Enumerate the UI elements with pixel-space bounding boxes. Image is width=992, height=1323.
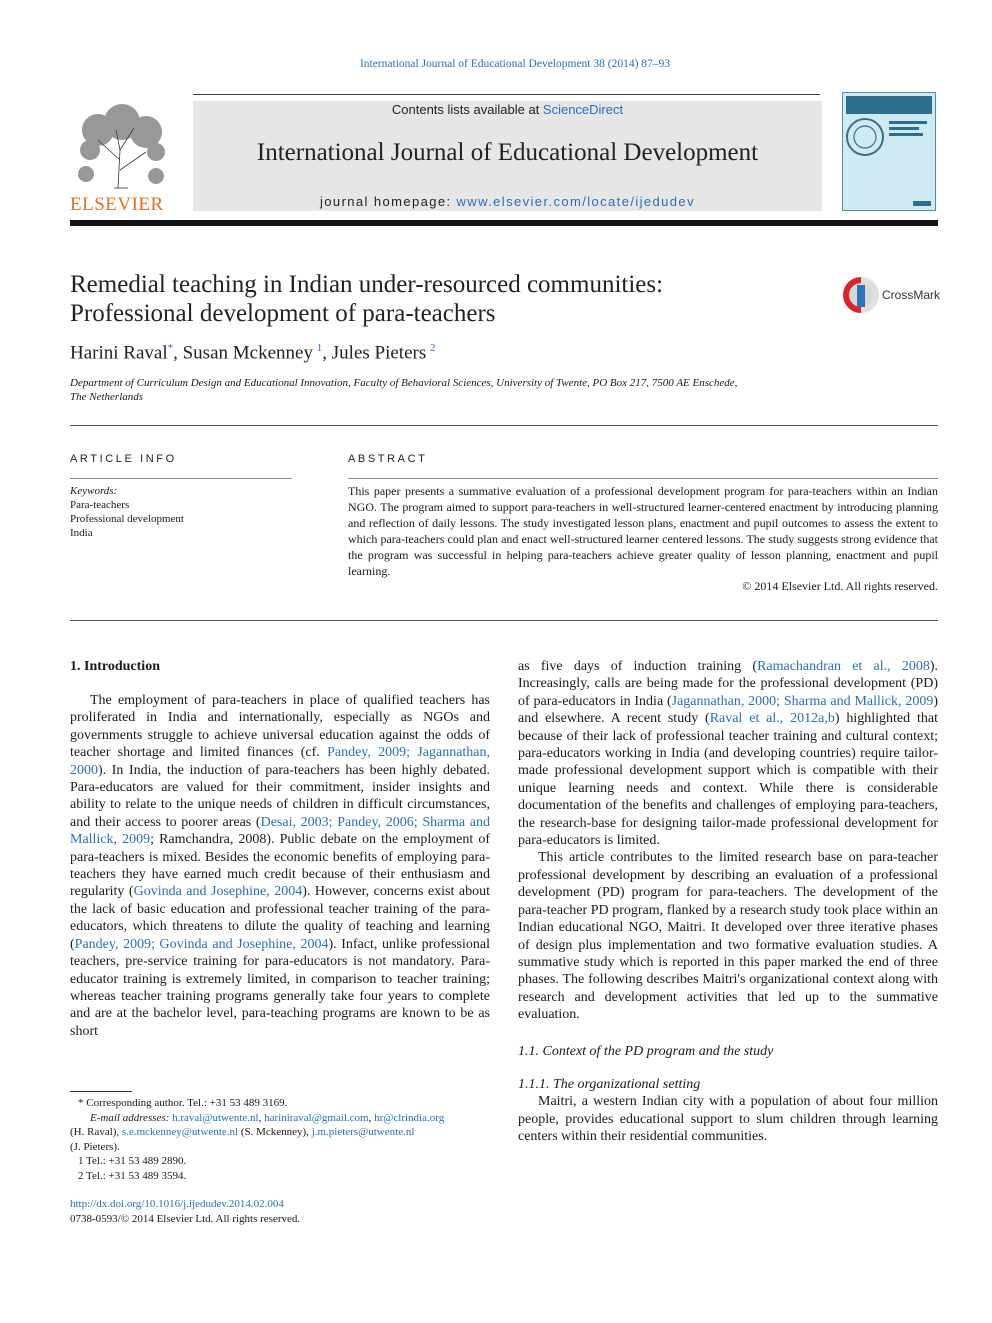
homepage-prefix: journal homepage: <box>320 194 457 209</box>
abstract-copyright: © 2014 Elsevier Ltd. All rights reserved. <box>742 579 938 593</box>
author-footnote-mark[interactable]: 2 <box>430 342 436 354</box>
crossmark-label: CrossMark <box>882 288 941 302</box>
body-paragraph: This article contributes to the limited research base on para-teacher professional development by describing an evaluation of a professional development (PD) program for para-teachers. The development of the para-teacher PD program, flanked by a research study took place within an Indian educational NGO, Maitri. It developed over three iterative phases of design plus implementation and two formative evaluation studies. A summative study which is reported in this paper marked the end of three phases. The following describes Maitri's organizational context along with research and development activities that led up to the summative evaluation. <box>518 850 938 1023</box>
citation-link[interactable]: Ramachandran et al., 2008 <box>757 659 930 674</box>
keywords-label: Keywords: <box>70 485 118 497</box>
body-paragraph: Maitri, a western Indian city with a population of about four million people, provides educational support to slum children through learning centers within their residential communities. <box>518 1094 938 1145</box>
author-name: Harini Raval <box>70 342 168 364</box>
footnote-1: 1 Tel.: +31 53 489 2890. <box>78 1155 187 1167</box>
crossmark-badge[interactable] <box>842 276 942 316</box>
author-name: Jules Pieters <box>331 342 427 364</box>
header-rule <box>193 94 820 95</box>
article-title-line-2: Professional development of para-teachers <box>70 300 496 327</box>
article-info-rule <box>70 478 292 479</box>
contents-line <box>193 102 822 117</box>
body-text: ). However, concerns exist about the lack of basic education and professional teacher training of the para-educators, which threatens to dilute the quality of teaching and learning ( <box>70 884 490 952</box>
section-divider <box>70 620 938 621</box>
email-link[interactable]: j.m.pieters@utwente.nl <box>311 1126 415 1138</box>
abstract-heading: ABSTRACT <box>348 453 428 465</box>
author-list <box>70 342 436 364</box>
footnote-emails: E-mail addresses: h.raval@utwente.nl, hariniraval@gmail.com, hr@clrindia.org <box>90 1111 445 1124</box>
body-text: ) highlighted that because of their lack of professional teacher training and cultural context; para-educators working in India (and developing countries) require tailor-made professional development support which is compatible with their unique learning needs and context. While there is considerable documentation of the benefits and challenges of employing para-teachers, the research-base for designing tailor-made professional development for para-educators is limited. <box>518 711 938 849</box>
keyword-item: Para-teachers <box>70 499 130 511</box>
citation-link[interactable]: Raval et al., 2012a,b <box>709 711 835 727</box>
section-heading-introduction: 1. Introduction <box>70 659 160 674</box>
footnotes <box>70 1096 495 1183</box>
email-link[interactable]: hariniraval@gmail.com <box>264 1111 369 1124</box>
body-text: as five days of induction training ( <box>518 659 758 674</box>
keyword-item: Professional development <box>70 513 184 525</box>
citation-link[interactable]: Govinda and Josephine, 2004 <box>133 884 303 900</box>
body-text: The employment of para-teachers in place of qualified teachers has proliferated in India and internationally, especially as NGOs and governments struggle to achieve universal education against the odds of teacher shortage and limited finances (cf. <box>70 693 490 761</box>
abstract-text: This paper presents a summative evaluation of a professional development program for para-teachers within an Indian NGO. The program aimed to support para-teachers in well-structured learner-centered enactment by introducing planning and reflection of daily lessons. The study investigated lesson plans, enactment and pupil outcomes to assess the extent to which para-teachers could plan and enact well-structured learner centered lessons. The study suggests strong evidence that the program was successful in helping para-teachers achieve greater quality of lesson planning, enactment and pupil learning. <box>348 484 938 578</box>
email-link[interactable]: h.raval@utwente.nl <box>172 1111 259 1124</box>
citation-link[interactable]: Desai, 2003; Pandey, 2006; Sharma and Mallick, 2009 <box>70 814 490 848</box>
footnote-text: (S. Mckenney), <box>238 1126 312 1138</box>
article-title-line-1: Remedial teaching in Indian under-resourced communities: <box>70 271 664 298</box>
author-footnote-mark[interactable]: 1 <box>316 342 323 354</box>
header-thick-rule <box>70 220 938 226</box>
affiliation-line-1: Department of Curriculum Design and Educational Innovation, Faculty of Behavioral Sciences, University of Twente, PO Box 217, 7500 AE Enschede, <box>70 377 738 389</box>
abstract-rule <box>348 478 938 479</box>
journal-homepage <box>193 194 822 209</box>
crossmark-icon <box>842 276 880 314</box>
author-name: Susan Mckenney <box>182 342 313 364</box>
body-text: ) and elsewhere. A recent study ( <box>518 693 938 727</box>
footnote-rule <box>70 1091 132 1092</box>
journal-title: International Journal of Educational Development <box>256 139 759 166</box>
citation-link[interactable]: Pandey, 2009; Govinda and Josephine, 2004 <box>74 936 329 952</box>
body-text: ; Ramchandra, 2008). Public debate on the employment of para-teachers is mixed. Besides the economic benefits of employing para-teachers they have earned much credit because of their enthusiasm and regularity ( <box>70 832 491 900</box>
citation-link[interactable]: Pandey, 2009; Jagannathan, 2000 <box>70 745 491 778</box>
email-link[interactable]: s.e.mckenney@utwente.nl <box>121 1126 239 1138</box>
article-title <box>70 270 790 328</box>
journal-reference[interactable]: International Journal of Educational Development 38 (2014) 87–93 <box>359 58 671 70</box>
doi-link[interactable]: http://dx.doi.org/10.1016/j.ijedudev.2014.02.004 <box>70 1198 284 1210</box>
body-paragraph <box>518 658 938 849</box>
homepage-link[interactable]: www.elsevier.com/locate/ijedudev <box>456 194 695 209</box>
email-link[interactable]: hr@clrindia.org <box>374 1111 445 1124</box>
body-text: ). Infact, unlike professional teachers, pre-service training for para-educators is not mandatory. Para-educator training is extremely limited, in comparison to teacher training; whereas teacher training programs generally take four years to complete and are at the bachelor level, para-teaching programs are known to be as short <box>70 936 490 1039</box>
footnote-emails-cont <box>70 1125 495 1140</box>
affiliation-line-2: The Netherlands <box>70 391 144 403</box>
email-label: E-mail addresses: <box>90 1111 173 1124</box>
subsection-heading: 1.1. Context of the PD program and the study <box>518 1043 774 1059</box>
footnote-text: (H. Raval), <box>70 1126 122 1138</box>
author-separator: , <box>322 342 332 364</box>
section-divider <box>70 425 938 426</box>
contents-prefix: Contents lists available at <box>391 102 543 117</box>
sciencedirect-link[interactable]: ScienceDirect <box>542 102 624 117</box>
body-column-right <box>518 658 938 1146</box>
body-text: ). In India, the induction of para-teachers has been highly debated. Para-educators are valued for their commitment, insider insights and ability to relate to the unique needs of children in difficult circumstances, and their access to poorer areas ( <box>70 762 490 830</box>
keyword-item: India <box>70 527 93 539</box>
subsubsection-heading: 1.1.1. The organizational setting <box>518 1076 701 1092</box>
author-footnote-mark[interactable]: * <box>167 342 174 354</box>
journal-cover-image <box>842 92 936 211</box>
citation-link[interactable]: Jagannathan, 2000; Sharma and Mallick, 2009 <box>671 693 934 709</box>
body-text: ). Increasingly, calls are being made for the professional development (PD) of para-educators in India ( <box>518 659 939 709</box>
affiliation <box>70 376 830 404</box>
footnote-corresponding: * Corresponding author. Tel.: +31 53 489 3169. <box>78 1097 288 1109</box>
article-info-heading: ARTICLE INFO <box>70 453 177 465</box>
body-paragraph <box>70 692 490 1040</box>
issn-copyright: 0738-0593/© 2014 Elsevier Ltd. All rights reserved. <box>70 1212 301 1225</box>
author-separator: , <box>173 342 183 364</box>
elsevier-wordmark: ELSEVIER <box>70 194 164 215</box>
footnote-2: 2 Tel.: +31 53 489 3594. <box>78 1169 187 1182</box>
footnote-text: (J. Pieters). <box>70 1140 120 1153</box>
body-column-left <box>70 692 490 1040</box>
doi-block <box>70 1197 300 1226</box>
